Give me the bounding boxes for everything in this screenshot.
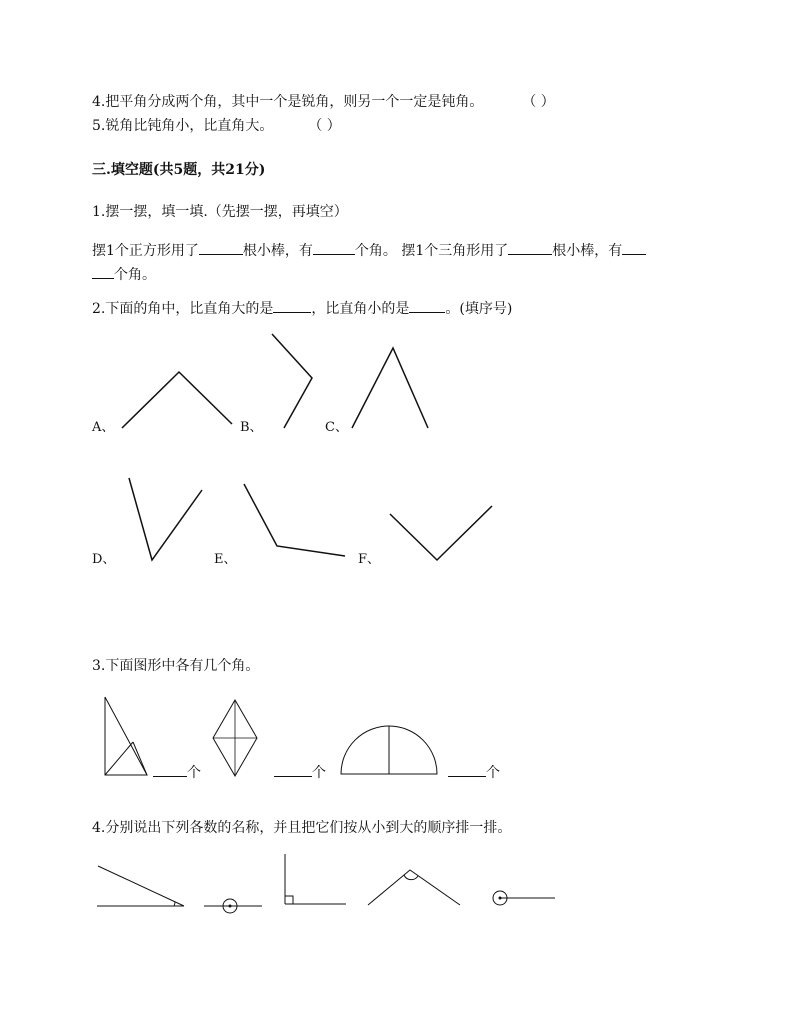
answer-parentheses[interactable]: （ ）: [308, 118, 341, 134]
obtuse-angle-figure: [368, 870, 460, 905]
text: 根小棒，有: [552, 243, 623, 259]
question-4-text: 4.把平角分成两个角，其中一个是锐角，则另一个一定是钝角。: [92, 94, 484, 110]
text: 个角。 摆1个三角形用了: [354, 243, 509, 259]
angle-label-c: C、: [325, 420, 348, 435]
text: 摆1个正方形用了: [92, 243, 199, 259]
angle-label-e: E、: [214, 552, 237, 567]
text: 2.下面的角中，比直角大的是: [92, 301, 274, 317]
unit: 个: [312, 765, 326, 781]
angle-label-f: F、: [358, 552, 381, 567]
right-angle-figure: [285, 854, 346, 904]
answer-parentheses[interactable]: （ ）: [522, 94, 555, 110]
full-angle-figure: [493, 891, 555, 905]
fill-question-3-prompt: 3.下面图形中各有几个角。: [92, 658, 260, 674]
acute-angle-figure: [97, 866, 184, 906]
text: 个角。: [114, 267, 156, 283]
fill-question-1-prompt: 1.摆一摆，填一填.（先摆一摆，再填空）: [92, 204, 348, 220]
text: ，比直角小的是: [311, 301, 410, 317]
angle-label-d: D、: [92, 552, 116, 567]
fill-question-4-prompt: 4.分别说出下列各数的名称，并且把它们按从小到大的顺序排一排。: [92, 820, 512, 836]
straight-angle-figure: [204, 899, 262, 913]
question-5-text: 5.锐角比钝角小，比直角大。: [92, 118, 274, 134]
angle-label-a: A、: [92, 420, 115, 435]
angle-label-b: B、: [240, 420, 263, 435]
unit: 个: [187, 765, 201, 781]
text: 根小棒，有: [242, 243, 313, 259]
unit: 个: [486, 765, 500, 781]
text: 。(填序号): [445, 301, 513, 317]
section-heading: 三.填空题(共5题，共21分): [92, 162, 266, 178]
